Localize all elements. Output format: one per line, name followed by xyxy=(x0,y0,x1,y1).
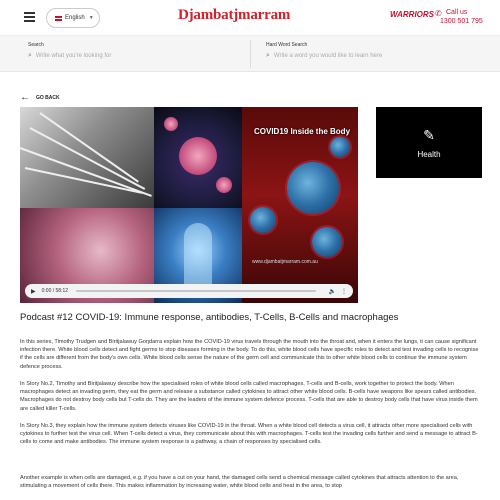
go-back-link[interactable] xyxy=(20,92,60,103)
search-input[interactable] xyxy=(28,52,111,60)
video-overlay-title: COVID19 Inside the Body xyxy=(254,127,351,136)
search-section xyxy=(28,42,111,60)
go-back-label: GO BACK xyxy=(36,94,60,101)
play-icon[interactable]: ▶ xyxy=(31,288,36,295)
search-divider xyxy=(250,40,251,68)
category-card-health[interactable] xyxy=(376,107,482,178)
uk-flag-icon xyxy=(55,16,62,21)
language-selector[interactable] xyxy=(46,8,100,28)
chevron-down-icon: ▼ xyxy=(88,15,94,21)
video-watermark: www.djambatjmarram.com.au xyxy=(252,259,318,265)
video-player[interactable] xyxy=(20,107,358,303)
call-number-link[interactable]: 1300 501 795 xyxy=(440,18,483,25)
article-title: Podcast #12 COVID-19: Immune response, antibodies, T-Cells, B-Cells and macrophages xyxy=(20,312,399,323)
sponsor-logo: WARRIORS xyxy=(390,10,434,19)
video-time: 0:00 / 58:12 xyxy=(41,288,69,294)
hard-word-search-label: Hard Word Search xyxy=(266,42,308,48)
more-options-icon[interactable]: ⋮ xyxy=(341,288,347,295)
leaf-icon: ✎ xyxy=(423,126,435,143)
article-paragraph: In Story No.3, they explain how the immune system detects viruses like COVID-19 in the throat. When a white blood cell detects a virus cell, it attracts other more specialised cells with cytokines to further test the virus cell. When T-cells detect a virus, they communicate about this with macrophages. T-cells test the invading cells further and send a message to attract B-cells to come and make antibodies. The immune system response is a pathway, a chain of responses by specialised cells. xyxy=(20,423,478,446)
search-placeholder: Write what you're looking for xyxy=(35,53,112,59)
hard-word-search-placeholder: Write a word you would like to learn here xyxy=(273,53,383,59)
search-label: Search xyxy=(28,42,44,48)
article-paragraph: In this series, Timothy Trudgen and Biritjalawuy Goŋdarra explain how the COVID-19 virus travels through the mouth into the throat and, when it enters the lungs, it can cause significant infection there. White blood cells detect and fight germs to stop diseases forming in the body. To do this, white blood cells have specific roles to detect and test invading cells to recognise if the cells are different from the body's own cells. White blood cells sense the nature of the germ cell and communicate this to other white blood cells to continue the immune system defence process. xyxy=(20,339,479,370)
site-header xyxy=(0,0,500,36)
search-icon: ⌕ xyxy=(28,52,32,59)
video-progress-bar[interactable] xyxy=(76,290,315,292)
menu-icon[interactable] xyxy=(24,12,35,21)
hard-word-search-input[interactable] xyxy=(266,52,382,60)
category-label: Health xyxy=(417,149,441,159)
volume-icon[interactable]: 🔈 xyxy=(328,288,336,295)
video-thumbnail-covid xyxy=(242,107,358,303)
language-label: English xyxy=(65,15,85,21)
article-paragraph: In Story No.2, Timothy and Biritjalawuy describe how the specialised roles of white blood cells called macrophages, T-cells and B-cells, work together to protect the body. When macrophages detect an invading germ, they eat the germ and release a substance called cytokines to attract other white blood cells. B-cells have weapons like spears called antibodies. Macrophages do not destroy body cells but T-cells do. They are the leaders of the immune system defence process. T-cells that are able to destroy body cells that have virus inside them are called killer T-cells. xyxy=(20,381,478,412)
video-thumbnail-needles xyxy=(20,107,154,208)
video-controls xyxy=(25,284,353,298)
search-icon: ⌕ xyxy=(266,52,270,59)
video-thumbnail-cells xyxy=(154,107,242,208)
arrow-left-icon: ← xyxy=(20,92,30,103)
phone-icon: ✆ xyxy=(435,9,442,18)
call-label: Call us xyxy=(446,9,468,16)
hard-word-search-section xyxy=(266,42,382,60)
article-paragraph: Another example is when cells are damaged, e.g. if you have a cut on your hand, the damaged cells send a chemical message called cytokines that attracts attention to the area, stimulating a movement of cells there. This makes inflammation by increasing water, white blood cells and heat in the area, to stop xyxy=(20,475,459,490)
site-logo[interactable]: Djambatjmarram xyxy=(178,7,291,23)
